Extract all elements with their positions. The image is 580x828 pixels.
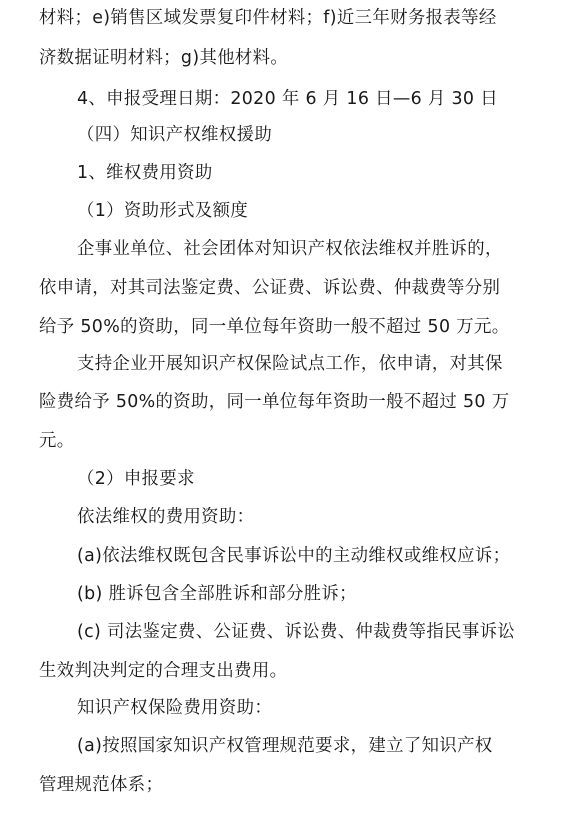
text-line-9: 给予 50%的资助，同一单位每年资助一般不超过 50 万元。 — [39, 317, 510, 337]
text-line-21: 管理规范体系； — [39, 775, 164, 795]
text-line-11: 险费给予 50%的资助，同一单位每年资助一般不超过 50 万 — [39, 392, 510, 412]
item-heading-2: （2）申报要求 — [77, 469, 195, 489]
text-line-3: 4、申报受理日期：2020 年 6 月 16 日—6 月 30 日 — [77, 89, 498, 109]
item-heading-1: （1）资助形式及额度 — [77, 201, 249, 221]
text-line-12: 元。 — [39, 431, 75, 451]
text-line-17: (c) 司法鉴定费、公证费、诉讼费、仲裁费等指民事诉讼 — [77, 622, 516, 642]
text-line-8: 依申请，对其司法鉴定费、公证费、诉讼费、仲裁费等分别 — [39, 278, 501, 298]
text-line-18: 生效判决判定的合理支出费用。 — [39, 661, 288, 681]
text-line-19: 知识产权保险费用资助： — [77, 698, 273, 718]
text-line-20: (a)按照国家知识产权管理规范要求，建立了知识产权 — [77, 736, 493, 756]
text-line-2: 济数据证明材料；g)其他材料。 — [39, 48, 289, 68]
text-line-15: (a)依法维权既包含民事诉讼中的主动维权或维权应诉； — [77, 546, 511, 566]
subsection-heading: 1、维权费用资助 — [77, 163, 213, 183]
text-line-16: (b) 胜诉包含全部胜诉和部分胜诉； — [77, 584, 357, 604]
text-line-10: 支持企业开展知识产权保险试点工作，依申请，对其保 — [77, 354, 503, 374]
text-line-7: 企事业单位、社会团体对知识产权依法维权并胜诉的， — [77, 239, 503, 259]
section-heading: （四）知识产权维权援助 — [77, 125, 273, 145]
text-line-1: 材料；e)销售区域发票复印件材料；f)近三年财务报表等经 — [39, 8, 497, 28]
text-line-14: 依法维权的费用资助： — [77, 507, 255, 527]
